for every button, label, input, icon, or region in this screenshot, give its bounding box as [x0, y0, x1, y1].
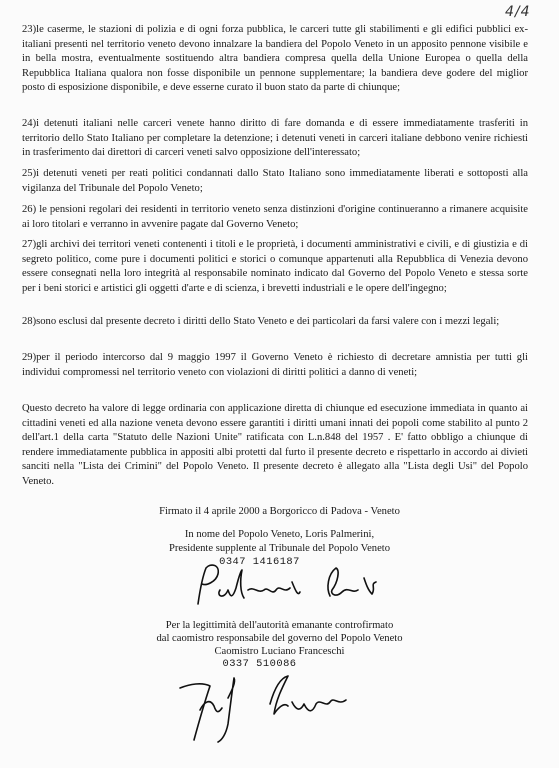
article-text: gli archivi dei territori veneti contenenti i titoli e le proprietà, i documenti amministrativi e civili, e di giustizia e di segreto politico, come pure i documenti politici e storici o comunque appartenuti alla Repubblica di Venezia devono essere consegnati nella loro integrità al responsabile nominato indicato dal Governo del Popolo Veneto e stessa sorte per i beni storici e artistici gli oggetti d'arte e di scienza, i brevetti industriali e le opere dell'ingegno; [22, 239, 528, 294]
article-27 [22, 238, 528, 296]
signatory-1-line-2: Presidente supplente al Tribunale del Popolo Veneto [168, 543, 391, 554]
article-25 [22, 167, 528, 196]
signatory-1-phone: 0347 1416187 [219, 556, 300, 568]
article-number: 23) [22, 24, 37, 35]
closing-paragraph: Questo decreto ha valore di legge ordinaria con applicazione diretta di chiunque ed esecuzione immediata in quanto ai cittadini veneti ed alla nazione veneta devono essere garantiti i diritti umani innati dei popoli come stabilito al punto 2 dell'art.1 della carta "Statuto delle Nazioni Unite" ratificata con L.n.848 del 1957 . E' fatto obbligo a chiunque di rendere immediatamente pubblica in appositi albi protetti dal furto il presente decreto e rispettarlo in accordo ai divieti sanciti nella "Lista dei Crimini" del Popolo Veneto. Il presente decreto è allegato alla "Lista degli Usi" del Popolo Veneto. [22, 403, 528, 487]
signatory-2-line-1: Per la legittimità dell'autorità emanante controfirmato [165, 620, 394, 631]
article-text: i detenuti veneti per reati politici condannati dallo Stato Italiano sono immediatamente liberati e sottoposti alla vigilanza del Tribunale del Popolo Veneto; [22, 168, 528, 194]
article-number: 28) [22, 316, 37, 327]
article-number: 26) [22, 204, 40, 215]
signatory-2-phone: 0337 510086 [222, 658, 297, 670]
article-24 [22, 117, 528, 161]
signatory-2-line-2: dal caomistro responsabile del governo del Popolo Veneto [156, 633, 403, 644]
signature-franceschi [170, 668, 390, 748]
article-number: 29) [22, 352, 37, 363]
article-number: 27) [22, 239, 37, 250]
article-text: sono esclusi dal presente decreto i diritti dello Stato Veneto e dei particolari da farsi valere con i mezzi legali; [36, 316, 500, 327]
article-number: 25) [22, 168, 37, 179]
signature-palmerini [180, 560, 440, 615]
article-number: 24) [22, 118, 37, 129]
article-text: le pensioni regolari dei residenti in territorio veneto senza distinzioni d'origine continueranno a rimanere acquisite ai loro titolari e verranno in avvenire pagate dal Governo Veneto; [22, 204, 528, 230]
signatory-1-line-1: In nome del Popolo Veneto, Loris Palmerini, [184, 529, 375, 540]
article-text: i detenuti italiani nelle carceri venete hanno diritto di fare domanda e di essere immediatamente trasferiti in territorio dello Stato Italiano per completare la detenzione; i detenuti veneti in carceri italiane debbono venire richiesti in trasferimento dai direttori di carceri veneti salvo opposizione dell'interessato; [22, 118, 528, 159]
article-23 [22, 23, 528, 96]
signatory-2-line-3: Caomistro Luciano Franceschi [214, 646, 345, 657]
article-28 [22, 315, 528, 330]
article-text: per il periodo intercorso dal 9 maggio 1997 il Governo Veneto è richiesto di decretare amnistia per tutti gli individui compromessi nel territorio veneto con violazioni di diritti politici a danno di veneti; [22, 352, 528, 378]
signed-line: Firmato il 4 aprile 2000 a Borgoricco di Padova - Veneto [159, 506, 400, 517]
page-number: 4/4 [505, 4, 531, 20]
article-26 [22, 203, 528, 232]
article-text: le caserme, le stazioni di polizia e di ogni forza pubblica, le carceri tutte gli stabilimenti e gli edifici pubblici ex-italiani presenti nel territorio veneto devono innalzare la bandiera del Popolo Veneto in un apposito pennone visibile e in bella mostra, eventualmente sostituendo altra bandiera compresa quella della Unione Europea o quella della Repubblica Italiana qualora non fosse disponibile un pennone supplementare; la bandiera deve godere del miglior posto di esposizione disponibile, e deve esserne curato il buon stato da parte di chiunque; [22, 24, 528, 94]
article-29 [22, 351, 528, 380]
